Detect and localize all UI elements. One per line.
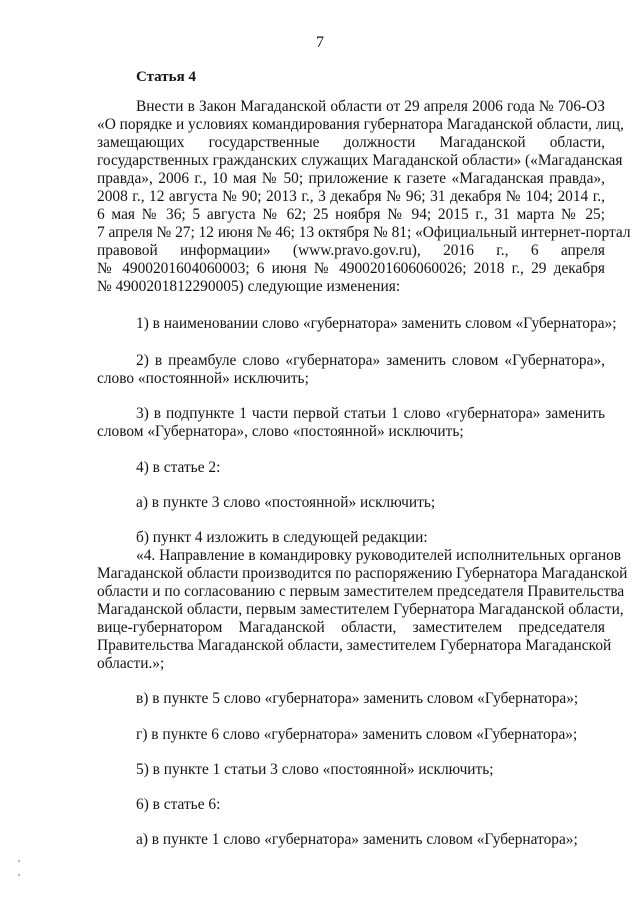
quote-line: Магаданской области производится по распоряжению Губернатора Магаданской [97, 565, 628, 582]
quote-line: области и по согласованию с первым заместителем председателя Правительства [97, 583, 625, 600]
item-5: 5) в пункте 1 статьи 3 слово «постоянной» исключить; [136, 761, 494, 778]
scan-mark [18, 874, 20, 876]
quote-line: области.»; [97, 655, 165, 672]
quote-line: Магаданской области, первым заместителем Губернатора Магаданской области, [97, 601, 624, 618]
page-number: 7 [316, 34, 324, 51]
intro-line: № 4900201604060003; 6 июня № 4900201606060026; 2018 г., 29 декабря [97, 260, 605, 277]
article-title: Статья 4 [136, 69, 196, 85]
item-4: 4) в статье 2: [136, 459, 221, 476]
item-line: слово «постоянной» исключить; [97, 370, 309, 387]
intro-line: 2008 г., 12 августа № 90; 2013 г., 3 декабря № 96; 31 декабря № 104; 2014 г., [97, 188, 605, 205]
intro-line: замещающих государственные должности Магаданской области, [97, 134, 605, 151]
item-1: 1) в наименовании слово «губернатора» заменить словом «Губернатора»; [136, 315, 617, 332]
item-6a: а) в пункте 1 слово «губернатора» заменить словом «Губернатора»; [136, 831, 578, 848]
quote-line: вице-губернатором Магаданской области, заместителем председателя [97, 619, 605, 636]
item-line: 2) в преамбуле слово «губернатора» заменить словом «Губернатора», [136, 352, 605, 369]
intro-line: правда», 2006 г., 10 мая № 50; приложение к газете «Магаданская правда», [97, 170, 605, 187]
scan-mark [18, 860, 20, 862]
item-4a: а) в пункте 3 слово «постоянной» исключить; [136, 494, 436, 511]
item-line: словом «Губернатора», слово «постоянной» исключить; [97, 423, 464, 440]
intro-line: Внести в Закон Магаданской области от 29 апреля 2006 года № 706-ОЗ [136, 98, 605, 115]
quote-line: Правительства Магаданской области, заместителем Губернатора Магаданской [97, 637, 612, 654]
intro-line: государственных гражданских служащих Магаданской области» («Магаданская [97, 152, 623, 169]
item-4g: г) в пункте 6 слово «губернатора» заменить словом «Губернатора»; [136, 726, 578, 743]
item-4v: в) в пункте 5 слово «губернатора» заменить словом «Губернатора»; [136, 690, 579, 707]
intro-line: «О порядке и условиях командирования губернатора Магаданской области, лиц, [97, 116, 624, 133]
quote-line: «4. Направление в командировку руководителей исполнительных органов [136, 547, 622, 564]
item-line: 3) в подпункте 1 части первой статьи 1 слово «губернатора» заменить [136, 405, 605, 422]
intro-line: № 4900201812290005) следующие изменения: [97, 278, 401, 295]
item-4b: б) пункт 4 изложить в следующей редакции: [136, 529, 428, 546]
intro-line: 6 мая № 36; 5 августа № 62; 25 ноября № 94; 2015 г., 31 марта № 25; [97, 206, 605, 223]
item-6: 6) в статье 6: [136, 796, 221, 813]
intro-line: 7 апреля № 27; 12 июня № 46; 13 октября № 81; «Официальный интернет-портал [97, 224, 631, 241]
intro-line: правовой информации» (www.pravo.gov.ru), 2016 г., 6 апреля [97, 242, 605, 259]
